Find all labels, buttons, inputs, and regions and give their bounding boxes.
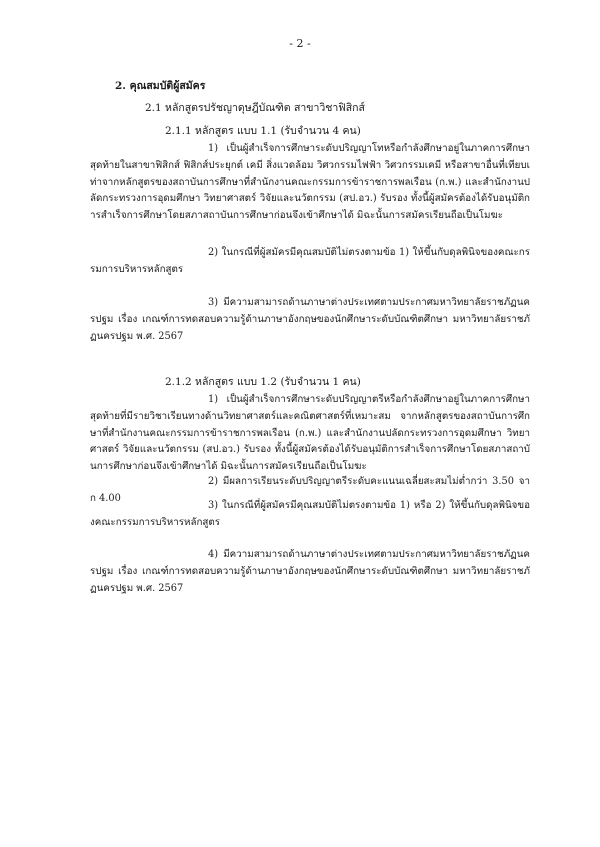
plan-1-2-item-2: 2) มีผลการเรียนระดับปริญญาตรีระดับคะแนนเฉลี่ยสะสมไม่ต่ำกว่า 3.50 จาก 4.00 xyxy=(90,476,530,504)
plan-1-1-item-3: 3) มีความสามารถด้านภาษาต่างประเทศตามประกาศมหาวิทยาลัยราชภัฏนครปฐม เรื่อง เกณฑ์การทดสอบความรู้ด้านภาษาอังกฤษของนักศึกษาระดับบัณฑิตศึกษา มหาวิทยาลัยราชภัฏนครปฐม พ.ศ. 2567 xyxy=(90,297,530,342)
plan-1-2-item-3: 3) ในกรณีที่ผู้สมัครมีคุณสมบัติไม่ตรงตามข้อ 1) หรือ 2) ให้ขึ้นกับดุลพินิจของคณะกรรมการบริหารหลักสูตร xyxy=(90,500,530,528)
section-heading xyxy=(115,79,205,93)
section-title: คุณสมบัติผู้สมัคร xyxy=(129,80,206,92)
plan-1-2-heading: 2.1.2 หลักสูตร แบบ 1.2 (รับจำนวน 1 คน) xyxy=(165,376,361,388)
plan-1-2-item-1: 1) เป็นผู้สำเร็จการศึกษาระดับปริญญาตรีหรือกำลังศึกษาอยู่ในภาคการศึกษาสุดท้ายที่มีรายวิชาเรียนทางด้านวิทยาศาสตร์และคณิตศาสตร์ที่เหมาะสม จากหลักสูตรของสถาบันการศึกษาที่สำนักงานคณะกรรมการข้าราชการพลเรือน (ก.พ.) และสำนักงานปลัดกระทรวงการอุดมศึกษา วิทยาศาสตร์ วิจัยและนวัตกรรม (สป.อว.) รับรอง ทั้งนี้ผู้สมัครต้องได้รับอนุมัติการสำเร็จการศึกษาโดยสภาสถาบันการศึกษาก่อนจึงเข้าศึกษาได้ มิฉะนั้นการสมัครเรียนถือเป็นโมฆะ xyxy=(90,394,530,473)
plan-1-1-item-1: 1) เป็นผู้สำเร็จการศึกษาระดับปริญญาโทหรือกำลังศึกษาอยู่ในภาคการศึกษาสุดท้ายในสาขาฟิสิกส์ ฟิสิกส์ประยุกต์ เคมี สิ่งแวดล้อม วิศวกรรมไฟฟ้า วิศวกรรมเคมี หรือสาขาอื่นที่เทียบเท่าจากหลักสูตรของสถาบันการศึกษาที่สำนักงานคณะกรรมการข้าราชการพลเรือน (ก.พ.) และสำนักงานปลัดกระทรวงการอุดมศึกษา วิทยาศาสตร์ วิจัยและนวัตกรรม (สป.อว.) รับรอง ทั้งนี้ผู้สมัครต้องได้รับอนุมัติการสำเร็จการศึกษาโดยสภาสถาบันการศึกษาก่อนจึงเข้าศึกษาได้ มิฉะนั้นการสมัครเรียนถือเป็นโมฆะ xyxy=(90,143,530,222)
page-number: - 2 - xyxy=(289,37,311,50)
program-heading: 2.1 หลักสูตรปรัชญาดุษฎีบัณฑิต สาขาวิชาฟิสิกส์ xyxy=(145,102,365,114)
plan-1-2-item-4: 4) มีความสามารถด้านภาษาต่างประเทศตามประกาศมหาวิทยาลัยราชภัฏนครปฐม เรื่อง เกณฑ์การทดสอบความรู้ด้านภาษาอังกฤษของนักศึกษาระดับบัณฑิตศึกษา มหาวิทยาลัยราชภัฏนครปฐม พ.ศ. 2567 xyxy=(90,549,530,594)
plan-1-1-item-2: 2) ในกรณีที่ผู้สมัครมีคุณสมบัติไม่ตรงตามข้อ 1) ให้ขึ้นกับดุลพินิจของคณะกรรมการบริหารหลักสูตร xyxy=(90,247,530,275)
section-number: 2. xyxy=(115,80,126,92)
plan-1-1-heading: 2.1.1 หลักสูตร แบบ 1.1 (รับจำนวน 4 คน) xyxy=(165,125,361,137)
